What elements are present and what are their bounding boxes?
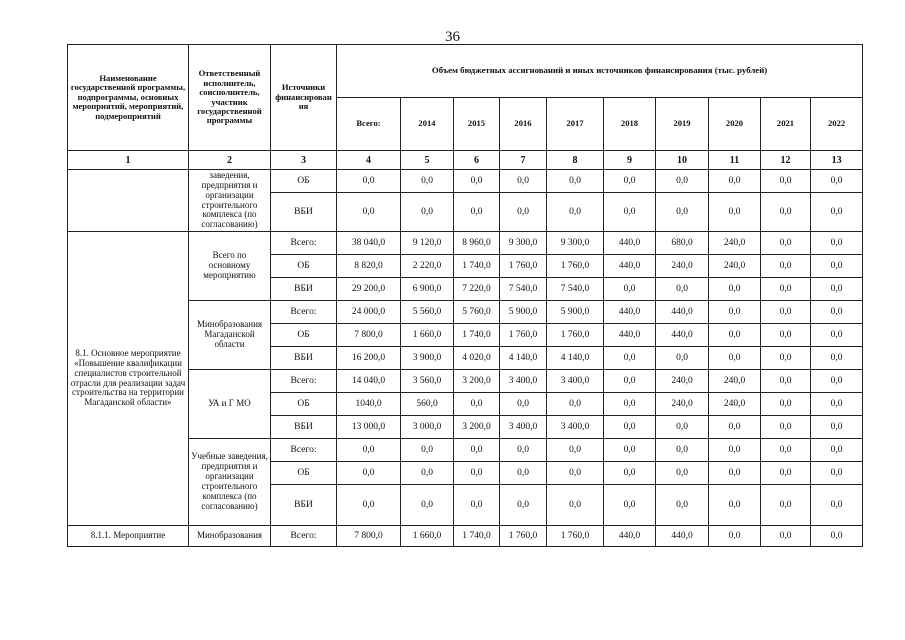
source-cell: Всего: [271, 301, 337, 324]
value-cell: 3 400,0 [500, 370, 547, 393]
value-cell: 9 120,0 [401, 232, 454, 255]
value-cell: 0,0 [604, 462, 656, 485]
value-cell: 3 200,0 [454, 416, 500, 439]
value-cell: 0,0 [811, 347, 863, 370]
column-number: 8 [547, 151, 604, 170]
value-cell: 1 740,0 [454, 324, 500, 347]
value-cell: 7 800,0 [337, 324, 401, 347]
value-cell: 0,0 [761, 347, 811, 370]
value-cell: 5 900,0 [500, 301, 547, 324]
value-cell: 0,0 [761, 485, 811, 526]
value-cell: 0,0 [500, 170, 547, 193]
value-cell: 240,0 [709, 255, 761, 278]
value-cell: 0,0 [811, 278, 863, 301]
value-cell: 0,0 [604, 485, 656, 526]
value-cell: 3 900,0 [401, 347, 454, 370]
value-cell: 1 740,0 [454, 526, 500, 547]
source-cell: ОБ [271, 255, 337, 278]
header-year: 2021 [761, 98, 811, 151]
participant-cell: заведения, предприятия и организации строительного комплекса (по согласованию) [189, 170, 271, 232]
value-cell: 0,0 [401, 462, 454, 485]
value-cell: 0,0 [761, 232, 811, 255]
table-row [68, 170, 863, 193]
source-cell: ВБИ [271, 485, 337, 526]
value-cell: 0,0 [337, 439, 401, 462]
table-row [68, 526, 863, 547]
source-cell: ВБИ [271, 278, 337, 301]
value-cell: 3 200,0 [454, 370, 500, 393]
value-cell: 0,0 [401, 193, 454, 232]
value-cell: 0,0 [811, 255, 863, 278]
value-cell: 0,0 [547, 439, 604, 462]
value-cell: 0,0 [656, 170, 709, 193]
minobr-cell: Минобразования Магаданской области [189, 301, 271, 370]
source-cell: ОБ [271, 393, 337, 416]
value-cell: 7 540,0 [547, 278, 604, 301]
value-cell: 440,0 [604, 301, 656, 324]
value-cell: 0,0 [709, 193, 761, 232]
value-cell: 0,0 [604, 278, 656, 301]
value-cell: 1040,0 [337, 393, 401, 416]
value-cell: 4 020,0 [454, 347, 500, 370]
header-year: 2015 [454, 98, 500, 151]
value-cell: 9 300,0 [500, 232, 547, 255]
value-cell: 0,0 [811, 526, 863, 547]
table-row [68, 232, 863, 255]
value-cell: 0,0 [656, 439, 709, 462]
value-cell: 0,0 [709, 324, 761, 347]
main-event-cell: 8.1. Основное мероприятие «Повышение квалификации специалистов строительной отрасли для реализации задач строительства на территории Магаданской области» [68, 232, 189, 526]
value-cell: 1 740,0 [454, 255, 500, 278]
header-year: 2016 [500, 98, 547, 151]
source-cell: Всего: [271, 526, 337, 547]
value-cell: 240,0 [656, 255, 709, 278]
value-cell: 14 040,0 [337, 370, 401, 393]
value-cell: 0,0 [811, 324, 863, 347]
header-year: 2018 [604, 98, 656, 151]
value-cell: 240,0 [656, 370, 709, 393]
header-executor: Ответственный исполнитель, соисполнитель, участник государственной программы [189, 45, 271, 151]
column-number-row [68, 151, 863, 170]
value-cell: 0,0 [709, 416, 761, 439]
column-number: 3 [271, 151, 337, 170]
value-cell: 1 660,0 [401, 324, 454, 347]
value-cell: 1 760,0 [547, 324, 604, 347]
source-cell: Всего: [271, 439, 337, 462]
value-cell: 1 660,0 [401, 526, 454, 547]
value-cell: 0,0 [454, 393, 500, 416]
value-cell: 0,0 [604, 439, 656, 462]
value-cell: 240,0 [709, 232, 761, 255]
value-cell: 0,0 [811, 170, 863, 193]
value-cell: 0,0 [604, 193, 656, 232]
value-cell: 9 300,0 [547, 232, 604, 255]
value-cell: 3 400,0 [547, 416, 604, 439]
value-cell: 0,0 [761, 439, 811, 462]
value-cell: 240,0 [709, 393, 761, 416]
column-number: 10 [656, 151, 709, 170]
column-number: 9 [604, 151, 656, 170]
source-cell: ВБИ [271, 347, 337, 370]
page-number: 36 [445, 29, 460, 45]
header-year: 2014 [401, 98, 454, 151]
value-cell: 0,0 [656, 485, 709, 526]
edu-participant-cell: Учебные заведения, предприятия и организации строительного комплекса (по согласованию) [189, 439, 271, 526]
ua-gmo-cell: УА и Г МО [189, 370, 271, 439]
value-cell: 0,0 [454, 439, 500, 462]
value-cell: 440,0 [604, 255, 656, 278]
value-cell: 1 760,0 [547, 526, 604, 547]
value-cell: 6 900,0 [401, 278, 454, 301]
value-cell: 0,0 [547, 485, 604, 526]
value-cell: 240,0 [656, 393, 709, 416]
value-cell: 0,0 [811, 462, 863, 485]
value-cell: 5 560,0 [401, 301, 454, 324]
value-cell: 7 540,0 [500, 278, 547, 301]
value-cell: 0,0 [656, 193, 709, 232]
value-cell: 3 000,0 [401, 416, 454, 439]
header-year: 2017 [547, 98, 604, 151]
value-cell: 1 760,0 [500, 255, 547, 278]
value-cell: 0,0 [709, 526, 761, 547]
value-cell: 1 760,0 [500, 526, 547, 547]
value-cell: 0,0 [761, 370, 811, 393]
value-cell: 24 000,0 [337, 301, 401, 324]
value-cell: 0,0 [500, 439, 547, 462]
value-cell: 0,0 [547, 393, 604, 416]
value-cell: 0,0 [337, 193, 401, 232]
header-name: Наименование государственной программы, подпрограммы, основных мероприятий, мероприятий, подмероприятий [68, 45, 189, 151]
header-year: 2019 [656, 98, 709, 151]
value-cell: 0,0 [547, 170, 604, 193]
column-number: 11 [709, 151, 761, 170]
value-cell: 0,0 [547, 462, 604, 485]
budget-table [67, 44, 863, 547]
value-cell: 0,0 [811, 301, 863, 324]
value-cell: 1 760,0 [547, 255, 604, 278]
value-cell: 0,0 [761, 324, 811, 347]
value-cell: 0,0 [656, 416, 709, 439]
value-cell: 0,0 [811, 393, 863, 416]
value-cell: 440,0 [656, 324, 709, 347]
value-cell: 0,0 [761, 526, 811, 547]
value-cell: 0,0 [811, 416, 863, 439]
value-cell: 4 140,0 [500, 347, 547, 370]
value-cell: 0,0 [656, 462, 709, 485]
value-cell: 8 820,0 [337, 255, 401, 278]
column-number: 5 [401, 151, 454, 170]
value-cell: 0,0 [547, 193, 604, 232]
value-cell: 0,0 [500, 193, 547, 232]
value-cell: 29 200,0 [337, 278, 401, 301]
value-cell: 3 400,0 [547, 370, 604, 393]
source-cell: ОБ [271, 170, 337, 193]
name-cell-empty [68, 170, 189, 232]
value-cell: 0,0 [709, 439, 761, 462]
value-cell: 0,0 [656, 278, 709, 301]
value-cell: 0,0 [761, 170, 811, 193]
value-cell: 0,0 [761, 393, 811, 416]
value-cell: 2 220,0 [401, 255, 454, 278]
value-cell: 5 900,0 [547, 301, 604, 324]
value-cell: 0,0 [709, 170, 761, 193]
source-cell: Всего: [271, 370, 337, 393]
value-cell: 0,0 [604, 347, 656, 370]
value-cell: 0,0 [500, 485, 547, 526]
value-cell: 0,0 [604, 170, 656, 193]
value-cell: 0,0 [454, 170, 500, 193]
sub-event-cell: 8.1.1. Мероприятие [68, 526, 189, 547]
value-cell: 3 400,0 [500, 416, 547, 439]
sub-minobr-cell: Минобразования [189, 526, 271, 547]
value-cell: 0,0 [337, 462, 401, 485]
value-cell: 0,0 [337, 485, 401, 526]
value-cell: 0,0 [709, 462, 761, 485]
value-cell: 440,0 [656, 526, 709, 547]
value-cell: 0,0 [454, 462, 500, 485]
value-cell: 16 200,0 [337, 347, 401, 370]
header-volume-title: Объем бюджетных ассигнований и иных источников финансирования (тыс. рублей) [337, 45, 863, 98]
source-cell: Всего: [271, 232, 337, 255]
value-cell: 0,0 [454, 193, 500, 232]
value-cell: 4 140,0 [547, 347, 604, 370]
column-number: 2 [189, 151, 271, 170]
value-cell: 0,0 [454, 485, 500, 526]
value-cell: 38 040,0 [337, 232, 401, 255]
value-cell: 0,0 [811, 485, 863, 526]
column-number: 7 [500, 151, 547, 170]
value-cell: 0,0 [337, 170, 401, 193]
value-cell: 0,0 [761, 462, 811, 485]
value-cell: 0,0 [709, 301, 761, 324]
value-cell: 7 220,0 [454, 278, 500, 301]
value-cell: 0,0 [401, 170, 454, 193]
value-cell: 0,0 [761, 416, 811, 439]
value-cell: 0,0 [604, 416, 656, 439]
value-cell: 0,0 [709, 485, 761, 526]
source-cell: ВБИ [271, 416, 337, 439]
column-number: 4 [337, 151, 401, 170]
column-number: 6 [454, 151, 500, 170]
column-number: 1 [68, 151, 189, 170]
value-cell: 0,0 [761, 301, 811, 324]
value-cell: 0,0 [709, 278, 761, 301]
value-cell: 0,0 [811, 193, 863, 232]
value-cell: 0,0 [604, 393, 656, 416]
value-cell: 440,0 [656, 301, 709, 324]
value-cell: 0,0 [761, 278, 811, 301]
value-cell: 0,0 [500, 462, 547, 485]
header-total: Всего: [337, 98, 401, 151]
value-cell: 240,0 [709, 370, 761, 393]
column-number: 12 [761, 151, 811, 170]
value-cell: 440,0 [604, 324, 656, 347]
value-cell: 0,0 [656, 347, 709, 370]
source-cell: ВБИ [271, 193, 337, 232]
value-cell: 0,0 [709, 347, 761, 370]
value-cell: 0,0 [761, 193, 811, 232]
header-year: 2020 [709, 98, 761, 151]
source-cell: ОБ [271, 462, 337, 485]
header-sources: Источники финансирования [271, 45, 337, 151]
value-cell: 3 560,0 [401, 370, 454, 393]
value-cell: 0,0 [604, 370, 656, 393]
value-cell: 560,0 [401, 393, 454, 416]
value-cell: 0,0 [811, 370, 863, 393]
value-cell: 0,0 [401, 439, 454, 462]
value-cell: 1 760,0 [500, 324, 547, 347]
value-cell: 440,0 [604, 526, 656, 547]
total-main-cell: Всего по основному мероприятию [189, 232, 271, 301]
header-row [68, 45, 863, 98]
value-cell: 0,0 [811, 439, 863, 462]
value-cell: 0,0 [811, 232, 863, 255]
value-cell: 0,0 [500, 393, 547, 416]
source-cell: ОБ [271, 324, 337, 347]
value-cell: 0,0 [761, 255, 811, 278]
value-cell: 5 760,0 [454, 301, 500, 324]
value-cell: 440,0 [604, 232, 656, 255]
column-number: 13 [811, 151, 863, 170]
value-cell: 7 800,0 [337, 526, 401, 547]
value-cell: 13 000,0 [337, 416, 401, 439]
value-cell: 8 960,0 [454, 232, 500, 255]
header-year: 2022 [811, 98, 863, 151]
value-cell: 0,0 [401, 485, 454, 526]
value-cell: 680,0 [656, 232, 709, 255]
